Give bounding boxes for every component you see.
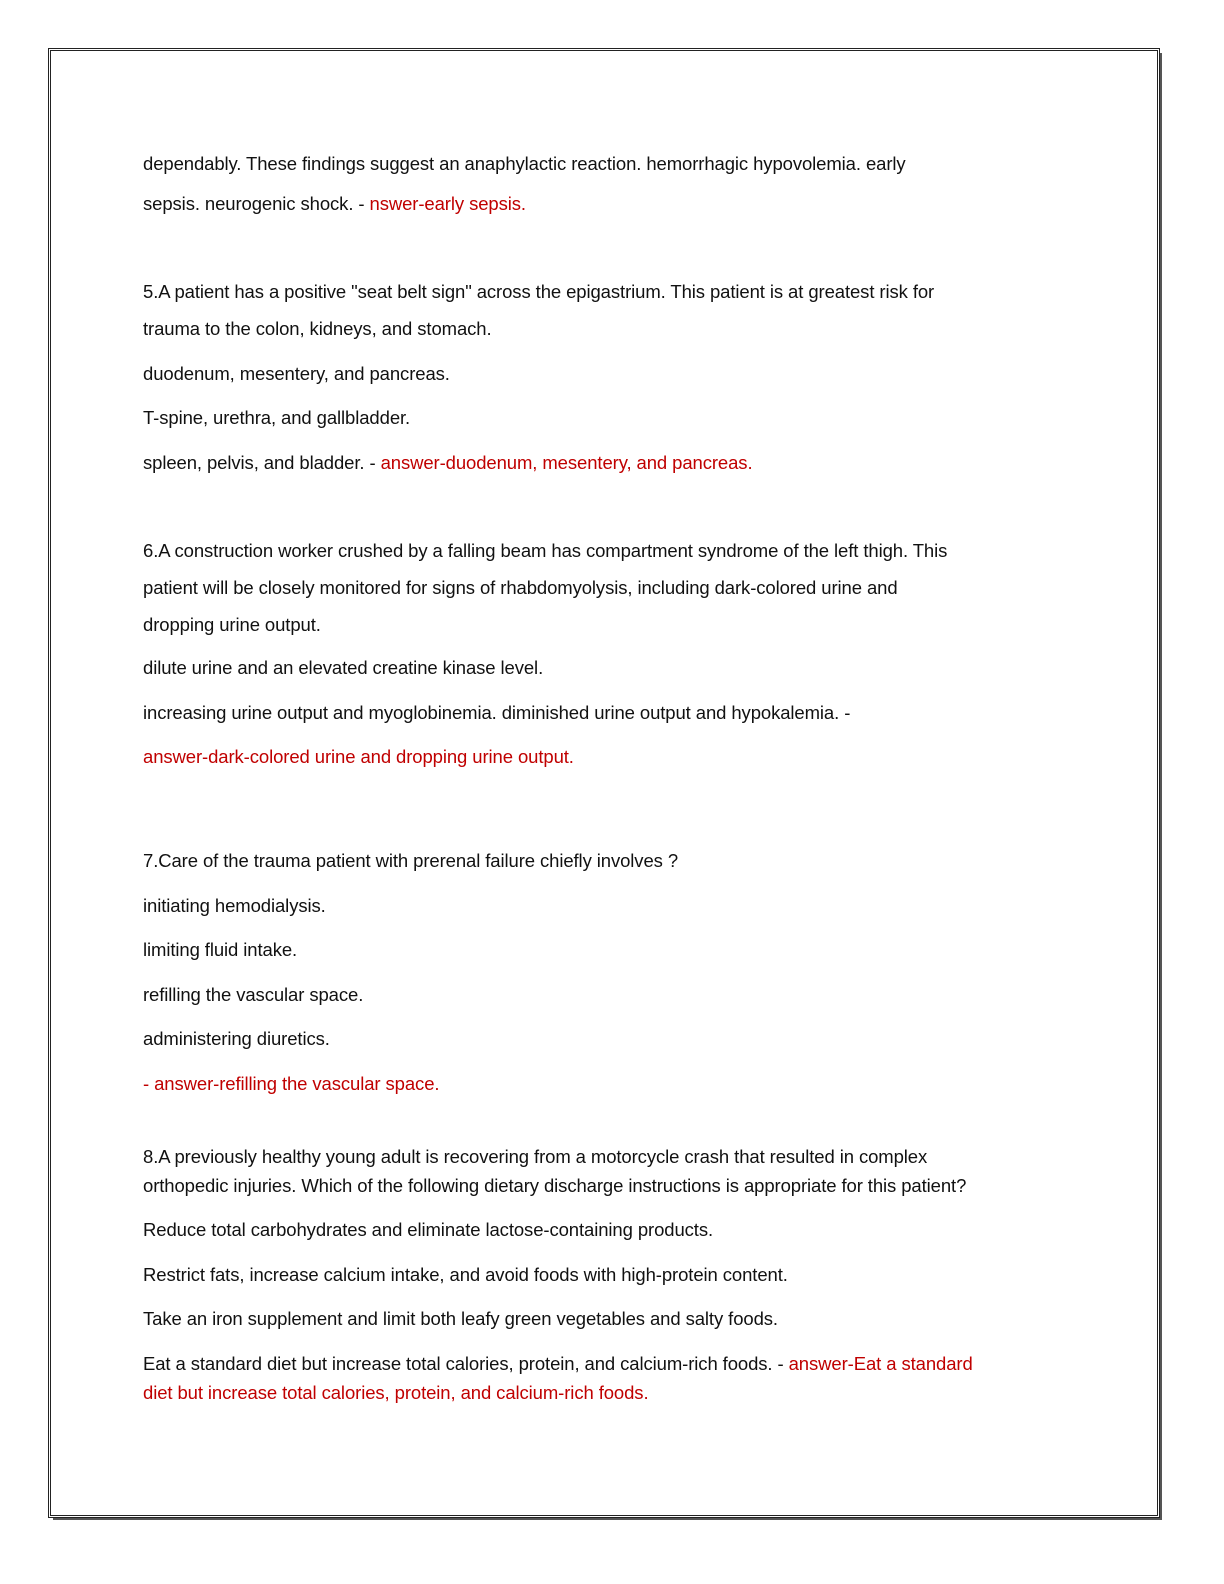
q6-answer: answer-dark-colored urine and dropping urine output. xyxy=(143,746,574,767)
q5-option-4 xyxy=(143,452,753,474)
page-border xyxy=(48,48,1160,1518)
q7-option-2: limiting fluid intake. xyxy=(143,939,298,960)
q4-line-2 xyxy=(143,193,526,215)
q7-line-1: 7.Care of the trauma patient with prerenal failure chiefly involves ? xyxy=(143,850,679,871)
q7-option-4: administering diuretics. xyxy=(143,1028,330,1049)
q5-option-2: duodenum, mesentery, and pancreas. xyxy=(143,363,450,384)
q6-line-3: dropping urine output. xyxy=(143,614,321,635)
q7-option-3: refilling the vascular space. xyxy=(143,984,364,1005)
q4-text: sepsis. neurogenic shock. - xyxy=(143,193,370,214)
q4-line-1: dependably. These findings suggest an anaphylactic reaction. hemorrhagic hypovolemia. early xyxy=(143,153,906,174)
q5-line-1: 5.A patient has a positive "seat belt sign" across the epigastrium. This patient is at greatest risk for xyxy=(143,281,935,302)
q5-option-4-text: spleen, pelvis, and bladder. - xyxy=(143,452,381,473)
q5-answer: answer-duodenum, mesentery, and pancreas. xyxy=(380,452,753,473)
q8-option-2: Restrict fats, increase calcium intake, and avoid foods with high-protein content. xyxy=(143,1264,788,1285)
q5-option-3: T-spine, urethra, and gallbladder. xyxy=(143,407,411,428)
q4-answer: nswer-early sepsis. xyxy=(369,193,526,214)
q6-option-2: dilute urine and an elevated creatine kinase level. xyxy=(143,657,544,678)
q5-line-2: trauma to the colon, kidneys, and stomach. xyxy=(143,318,492,339)
q8-line-1: 8.A previously healthy young adult is recovering from a motorcycle crash that resulted in complex xyxy=(143,1146,928,1167)
q8-answer: answer-Eat a standard xyxy=(788,1353,973,1374)
q8-option-1: Reduce total carbohydrates and eliminate lactose-containing products. xyxy=(143,1219,714,1240)
q6-option-3: increasing urine output and myoglobinemia. diminished urine output and hypokalemia. - xyxy=(143,702,851,723)
q7-answer: - answer-refilling the vascular space. xyxy=(143,1073,440,1094)
q8-answer-continued: diet but increase total calories, protein, and calcium-rich foods. xyxy=(143,1382,649,1403)
q8-line-2: orthopedic injuries. Which of the following dietary discharge instructions is appropriate for this patient? xyxy=(143,1175,967,1196)
q8-option-3: Take an iron supplement and limit both leafy green vegetables and salty foods. xyxy=(143,1308,778,1329)
q6-line-2: patient will be closely monitored for signs of rhabdomyolysis, including dark-colored urine and xyxy=(143,577,898,598)
q6-line-1: 6.A construction worker crushed by a falling beam has compartment syndrome of the left thigh. This xyxy=(143,540,948,561)
q8-option-4 xyxy=(143,1353,973,1375)
q8-option-4-text: Eat a standard diet but increase total calories, protein, and calcium-rich foods. - xyxy=(143,1353,789,1374)
q7-option-1: initiating hemodialysis. xyxy=(143,895,326,916)
